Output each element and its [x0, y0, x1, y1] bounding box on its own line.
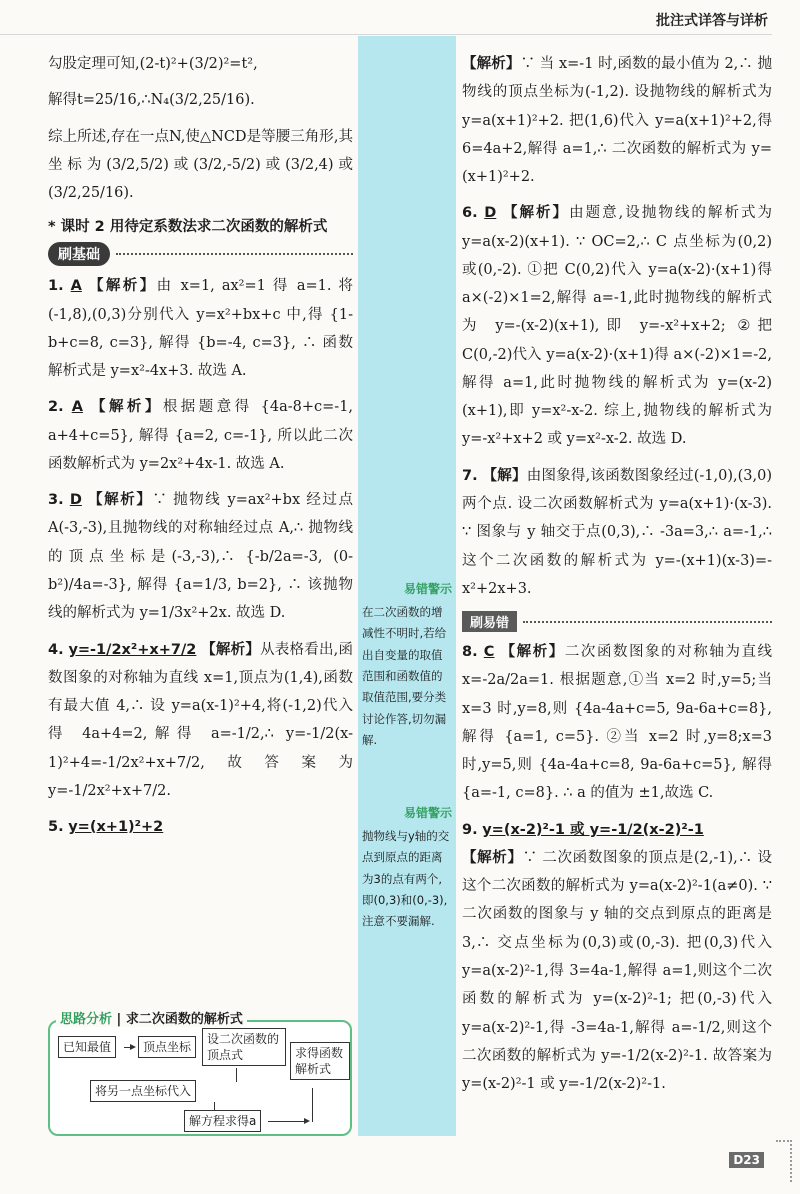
q9-text: ∵ 二次函数图象的顶点是(2,-1),∴ 设这个二次函数的解析式为 y=a(x-2)²-1(a≠0). ∵ 二次函数的图象与 y 轴的交点到原点的距离是 3,∴ 交点坐标为(0,3)或(0,-3). 把(0,3)代入 y=a(x-2)²-1,得 3=4a-1,解得 a=1,则这个二次函数的解析式为 y=(x-2)²-1; 把(0,-3)代入 y=a(x-2)²-1,得 -3=4a-1,解得 a=-1/2,则这个二次函数的解析式为 y=-1/2(x-2)²-1. 故答案为 y=(x-2)²-1 或 y=-1/2(x-2)²-1.: [462, 849, 773, 1093]
q5-solution: [462, 50, 772, 191]
q1-answer: A: [70, 278, 82, 295]
mm-box-substitute: 将另一点坐标代入: [90, 1080, 196, 1102]
warning-1-text: 在二次函数的增减性不明时,若给出自变量的取值范围和函数值的取值范围,要分类讨论作答,切勿漏解.: [362, 605, 447, 747]
question-7: [462, 462, 772, 603]
thinking-analysis-diagram: [48, 1012, 352, 1136]
q2-tag: 【解析】: [91, 399, 163, 416]
question-3: [48, 486, 353, 627]
left-column: [48, 50, 353, 849]
q3-text: ∵ 抛物线 y=ax²+bx 经过点 A(-3,-3),且抛物线的对称轴经过点 A,∴ 抛物线的顶点坐标是(-3,-3),∴ {-b/2a=-3, (0-b²)/4a=-3}, 解得 {a=1/3, b=2}, ∴ 该抛物线的解析式为 y=1/3x²+2x. 故选 D.: [48, 492, 354, 622]
mm-line-3: [312, 1088, 313, 1122]
q1-number: 1.: [48, 278, 64, 295]
q3-number: 3.: [48, 492, 64, 509]
q4-text: 从表格看出,函数图象的对称轴为直线 x=1,顶点为(1,4),函数有最大值 4,∴ 设 y=a(x-1)²+4,将(-1,2)代入得 4a+4=2,解得 a=-1/2,∴ y=-1/2(x-1)²+4=-1/2x²+x+7/2,故答案为 y=-1/2x²+x+7/2.: [48, 641, 353, 799]
mm-box-vertex-form: 设二次函数的顶点式: [202, 1028, 286, 1066]
section-basic: [48, 242, 353, 266]
q8-text: 二次函数图象的对称轴为直线 x=-2a/2a=1. 根据题意,①当 x=2 时,y=5;当 x=3 时,y=8,则 {4a-4a+c=5, 9a-6a+c=8}, 解得 {a=1, c=5}. ②当 x=2 时,y=8;x=3 时,y=5,则 {4a-4a+c=8, 9a-6a+c=5}, 解得 {a=-1, c=8}. ∴ a 的值为 ±1,故选 C.: [462, 644, 773, 802]
warning-note-2: [362, 802, 452, 933]
section-dots-2: [523, 621, 772, 623]
mm-box-vertex: 顶点坐标: [138, 1036, 196, 1058]
section-error-prone: [462, 611, 772, 632]
mm-arrow-1: [124, 1047, 134, 1048]
q3-answer: D: [69, 492, 82, 509]
page-number-badge: D23: [729, 1152, 764, 1168]
q3-tag: 【解析】: [88, 492, 153, 509]
left-p1: 勾股定理可知,(2-t)²+(3/2)²=t²,: [48, 56, 258, 72]
q2-text: 根据题意得 {4a-8+c=-1, a+4+c=5}, 解得 {a=2, c=-1}, 所以此二次函数解析式为 y=2x²+4x-1. 故选 A.: [48, 399, 354, 472]
q7-text: 由图象得,该函数图象经过(-1,0),(3,0)两个点. 设二次函数解析式为 y=a(x+1)·(x-3). ∵ 图象与 y 轴交于点(0,3),∴ -3a=3,∴ a=-1,∴ 这个二次函数的解析式为 y=-(x+1)(x-3)=-x²+2x+3.: [462, 467, 772, 597]
question-9: [462, 816, 772, 1099]
q6-text: 由题意,设抛物线的解析式为 y=a(x-2)(x+1). ∵ OC=2,∴ C 点坐标为(0,2)或(0,-2). ①把 C(0,2)代入 y=a(x-2)·(x+1)得 a×(-2)×1=2,解得 a=-1,此时抛物线的解析式为 y=-(x-2)(x+1),即 y=-x²+x+2; ②把 C(0,-2)代入 y=a(x-2)·(x+1)得 a×(-2)×1=-2,解得 a=1,此时抛物线的解析式为 y=(x-2)(x+1),即 y=x²-x-2. 综上,抛物线的解析式为 y=-x²+x+2 或 y=x²-x-2. 故选 D.: [462, 205, 773, 448]
q5-solution-text: ∵ 当 x=-1 时,函数的最小值为 2,∴ 抛物线的顶点坐标为(-1,2). 设抛物线的解析式为 y=a(x+1)²+2. 把(1,6)代入 y=a(x+1)²+2,得 6=4a+2,解得 a=1,∴ 二次函数的解析式为 y=(x+1)²+2.: [462, 56, 772, 186]
mm-box-known-extreme: 已知最值: [58, 1036, 116, 1058]
q2-answer: A: [71, 399, 83, 416]
question-2: [48, 393, 353, 478]
right-column: [462, 50, 772, 1106]
left-p3: 综上所述,存在一点N,使△NCD是等腰三角形,其坐标为(3/2,5/2)或(3/2,-5/2)或(3/2,4)或(3/2,25/16).: [48, 128, 353, 202]
mindmap-title-topic: 求二次函数的解析式: [125, 1012, 243, 1027]
header-rule: [0, 34, 772, 35]
q5-solution-tag: 【解析】: [462, 56, 521, 72]
header-title: 批注式详答与详析: [656, 13, 768, 29]
q7-number: 7.: [462, 467, 478, 484]
warning-1-head: 易错警示: [403, 582, 452, 596]
left-p2: 解得t=25/16,∴N₄(3/2,25/16).: [48, 92, 255, 109]
mm-box-result: 求得函数解析式: [290, 1042, 350, 1080]
q9-number: 9.: [462, 821, 478, 838]
warning-2-head: 易错警示: [403, 806, 452, 820]
lesson-title: * 课时 2 用待定系数法求二次函数的解析式: [48, 219, 328, 236]
section-basic-label: 刷基础: [48, 242, 110, 266]
q6-answer: D: [484, 205, 497, 222]
mm-line-1: [236, 1068, 237, 1082]
question-6: [462, 199, 772, 453]
question-1: [48, 272, 353, 385]
warning-2-text: 抛物线与y轴的交点到原点的距离为3的点有两个,即(0,3)和(0,-3),注意不要漏解.: [362, 829, 450, 929]
q4-number: 4.: [48, 641, 64, 658]
section-error-label: 刷易错: [462, 611, 517, 632]
question-4: [48, 636, 353, 806]
mindmap-title: 思路分析 | 求二次函数的解析式: [56, 1008, 247, 1027]
q4-tag: 【解析】: [201, 641, 261, 658]
mindmap-title-label: 思路分析: [60, 1012, 113, 1027]
q1-tag: 【解析】: [88, 278, 157, 295]
q7-tag: 【解】: [482, 467, 527, 484]
mm-box-solve: 解方程求得a: [184, 1110, 261, 1132]
q8-tag: 【解析】: [500, 644, 565, 661]
mm-arrow-3: [268, 1121, 308, 1122]
q9-tag: 【解析】: [462, 849, 523, 866]
q6-tag: 【解析】: [502, 205, 570, 222]
q5-number: 5.: [48, 819, 64, 836]
mm-line-2: [214, 1102, 215, 1110]
q2-number: 2.: [48, 399, 64, 416]
q4-answer: y=-1/2x²+x+7/2: [68, 641, 197, 658]
q8-number: 8.: [462, 644, 478, 661]
question-5: [48, 813, 353, 841]
corner-decoration: [776, 1140, 792, 1182]
warning-note-1: [362, 578, 452, 751]
q5-answer: y=(x+1)²+2: [68, 819, 164, 836]
q9-answer: y=(x-2)²-1 或 y=-1/2(x-2)²-1: [482, 821, 704, 838]
q8-answer: C: [483, 644, 495, 661]
q6-number: 6.: [462, 205, 478, 222]
q1-text: 由 x=1, ax²=1 得 a=1. 将(-1,8),(0,3)分别代入 y=x²+bx+c 中,得 {1-b+c=8, c=3}, 解得 {b=-4, c=3}, ∴ 函数解析式是 y=x²-4x+3. 故选 A.: [48, 278, 354, 380]
section-dots: [116, 253, 353, 255]
question-8: [462, 638, 772, 808]
